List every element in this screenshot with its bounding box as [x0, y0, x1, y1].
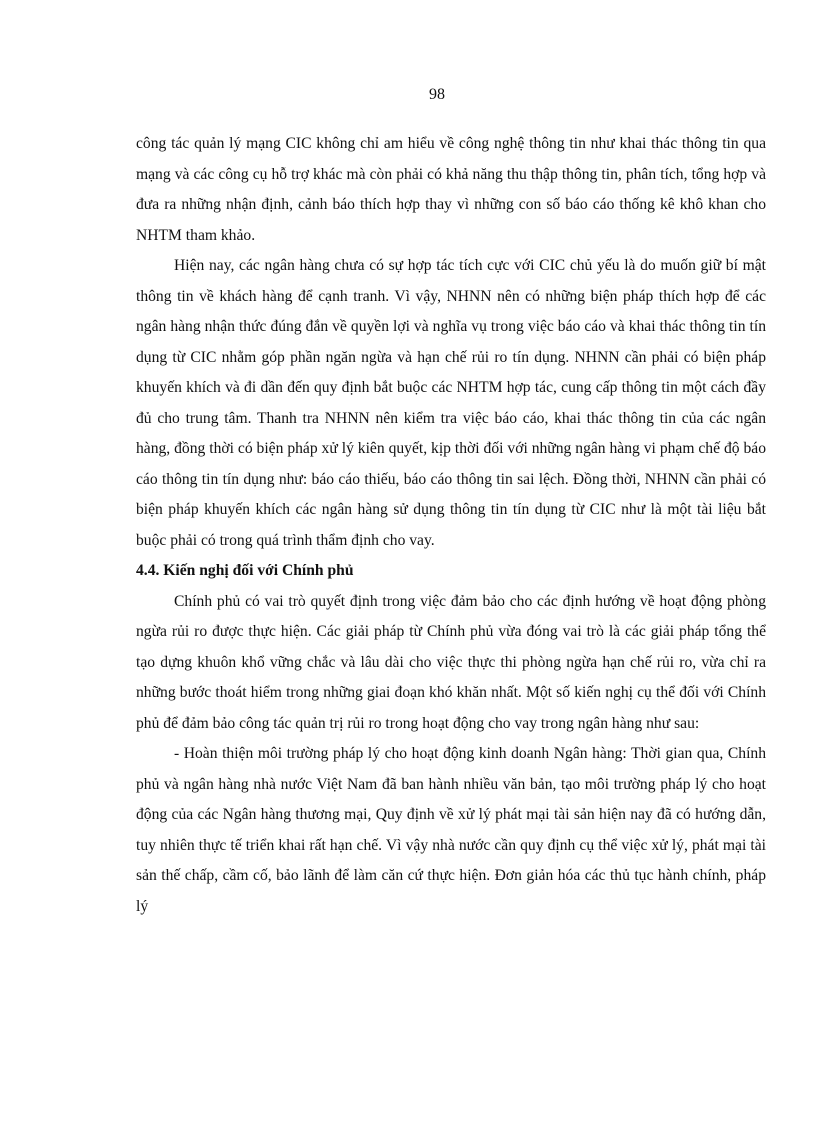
paragraph-legal-environment: - Hoàn thiện môi trường pháp lý cho hoạt động kinh doanh Ngân hàng: Thời gian qua, Chính phủ và ngân hàng nhà nước Việt Nam đã ban hành nhiều văn bản, tạo môi trường pháp lý cho hoạt động của các Ngân hàng thương mại, Quy định về xử lý phát mại tài sản hiện nay đã có hướng dẫn, tuy nhiên thực tế triển khai rất hạn chế. Vì vậy nhà nước cần quy định cụ thể việc xử lý, phát mại tài sản thế chấp, cầm cố, bảo lãnh để làm căn cứ thực hiện. Đơn giản hóa các thủ tục hành chính, pháp lý [136, 745, 766, 915]
section-heading: 4.4. Kiến nghị đối với Chính phủ [136, 562, 354, 579]
paragraph-government-role: Chính phủ có vai trò quyết định trong việc đảm bảo cho các định hướng về hoạt động phòng ngừa rủi ro được thực hiện. Các giải pháp từ Chính phủ vừa đóng vai trò là các giải pháp tổng thể tạo dựng khuôn khổ vững chắc và lâu dài cho việc thực thi phòng ngừa hạn chế rủi ro, vừa chỉ ra những bước thoát hiểm trong những giai đoạn khó khăn nhất. Một số kiến nghị cụ thể đối với Chính phủ để đảm bảo công tác quản trị rủi ro trong hoạt động cho vay trong ngân hàng như sau: [136, 592, 766, 732]
paragraph-cic-continuation: công tác quản lý mạng CIC không chỉ am hiểu về công nghệ thông tin như khai thác thông tin qua mạng và các công cụ hỗ trợ khác mà còn phải có khả năng thu thập thông tin, phân tích, tổng hợp và đưa ra những nhận định, cảnh báo thích hợp thay vì những con số báo cáo thống kê khô khan cho NHTM tham khảo. [136, 135, 766, 244]
body-text [136, 129, 766, 922]
paragraph-bank-cooperation: Hiện nay, các ngân hàng chưa có sự hợp tác tích cực với CIC chủ yếu là do muốn giữ bí mật thông tin về khách hàng để cạnh tranh. Vì vậy, NHNN nên có những biện pháp thích hợp để các ngân hàng nhận thức đúng đắn về quyền lợi và nghĩa vụ trong việc báo cáo và khai thác thông tin tín dụng từ CIC nhằm góp phần ngăn ngừa và hạn chế rủi ro tín dụng. NHNN cần phải có biện pháp khuyến khích và đi dần đến quy định bắt buộc các NHTM hợp tác, cung cấp thông tin một cách đầy đủ cho trung tâm. Thanh tra NHNN nên kiểm tra việc báo cáo, khai thác thông tin của các ngân hàng, đồng thời có biện pháp xử lý kiên quyết, kịp thời đối với những ngân hàng vi phạm chế độ báo cáo thông tin tín dụng như: báo cáo thiếu, báo cáo thông tin sai lệch. Đồng thời, NHNN cần phải có biện pháp khuyến khích các ngân hàng sử dụng thông tin tín dụng từ CIC như là một tài liệu bắt buộc phải có trong quá trình thẩm định cho vay. [136, 257, 766, 549]
page-number: 98 [429, 86, 445, 103]
